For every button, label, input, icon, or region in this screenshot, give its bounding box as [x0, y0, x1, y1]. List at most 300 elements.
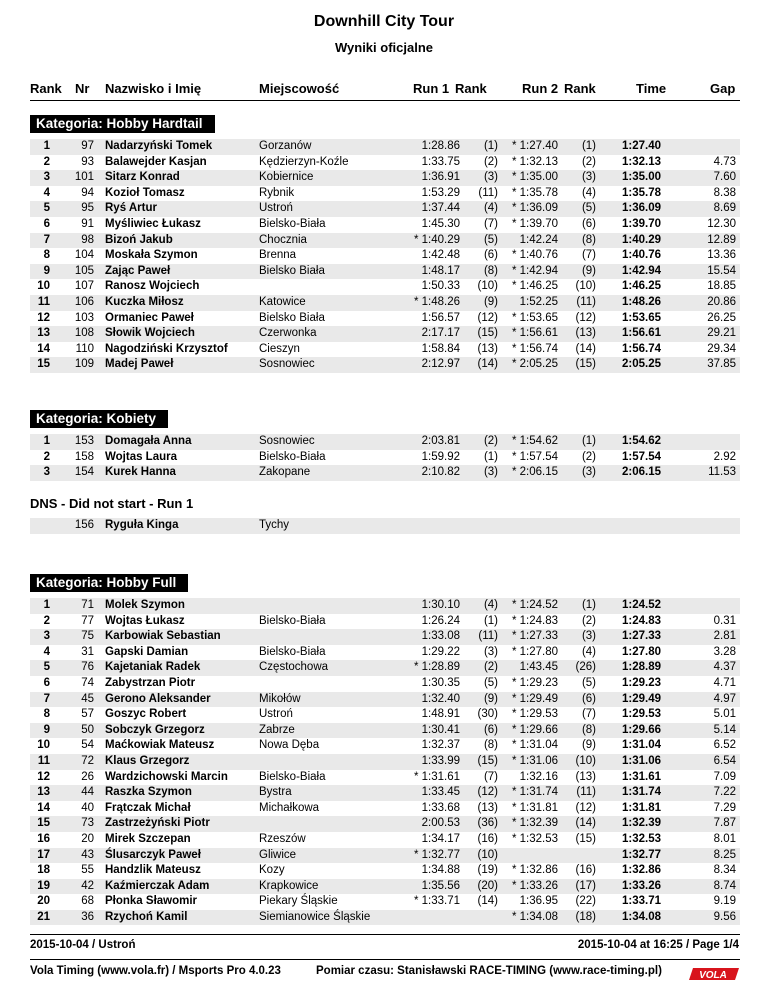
- cell-run2: * 1:29.23: [511, 676, 558, 689]
- cell-nr: 109: [74, 358, 94, 371]
- cell-run2: * 1:46.25: [511, 280, 558, 293]
- cell-rank1: (2): [483, 155, 498, 168]
- cell-city: Brenna: [259, 249, 297, 262]
- cell-run1: 1:42.48: [421, 249, 460, 262]
- cell-nr: 57: [81, 708, 94, 721]
- cell-city: Nowa Dęba: [259, 739, 320, 752]
- cell-run2: * 2:06.15: [511, 466, 558, 479]
- cell-run1: 2:00.53: [421, 817, 460, 830]
- cell-time: 1:40.76: [622, 249, 662, 262]
- cell-name: Gapski Damian: [105, 645, 189, 658]
- cell-rank: 6: [43, 676, 50, 689]
- cell-nr: 107: [74, 280, 94, 293]
- cell-time: 1:27.40: [622, 140, 662, 152]
- cell-nr: 26: [81, 770, 94, 783]
- cell-rank2: (17): [575, 879, 596, 892]
- cell-city: Bielsko-Biała: [259, 614, 326, 627]
- cell-city: Zabrze: [259, 723, 295, 736]
- cell-city: Rybnik: [259, 186, 295, 199]
- cell-run1: 1:48.91: [421, 708, 460, 721]
- cell-rank1: (3): [483, 466, 498, 479]
- results-table-dns: [30, 518, 740, 534]
- cell-time: 1:48.26: [622, 295, 662, 308]
- cell-name: Molek Szymon: [105, 599, 185, 611]
- cell-rank: 1: [43, 140, 50, 152]
- table-row: [30, 264, 740, 280]
- cell-rank1: (2): [483, 661, 498, 674]
- cell-run2: * 1:32.86: [511, 864, 558, 877]
- cell-nr: 50: [81, 723, 94, 736]
- cell-rank2: (11): [576, 786, 596, 799]
- cell-gap: 15.54: [707, 264, 736, 277]
- cell-rank2: (1): [581, 435, 596, 447]
- table-row: [30, 723, 740, 739]
- cell-rank2: (7): [581, 708, 596, 721]
- cell-rank1: (13): [477, 342, 498, 355]
- cell-nr: 40: [81, 801, 94, 814]
- cell-gap: 7.29: [713, 801, 736, 814]
- cell-gap: 29.34: [707, 342, 736, 355]
- cell-time: 1:56.61: [622, 327, 662, 340]
- cell-nr: 108: [74, 327, 94, 340]
- table-row: [30, 894, 740, 910]
- cell-rank2: (4): [581, 645, 596, 658]
- cell-nr: 72: [81, 754, 94, 767]
- cell-name: Kurek Hanna: [105, 466, 176, 479]
- cell-city: Chocznia: [259, 233, 307, 246]
- cell-rank1: (4): [483, 202, 498, 215]
- cell-nr: 104: [74, 249, 94, 262]
- col-header-gap: Gap: [710, 81, 736, 96]
- cell-run2: * 1:32.13: [511, 155, 558, 168]
- col-header-city: Miejscowość: [259, 81, 340, 96]
- cell-rank2: (8): [581, 233, 596, 246]
- col-header-rank2: Rank: [564, 81, 596, 96]
- cell-nr: 153: [74, 435, 94, 447]
- cell-time: 1:32.39: [622, 817, 662, 830]
- cell-rank: 14: [37, 342, 50, 355]
- category-hardtail-label: Kategoria: Hobby Hardtail: [30, 115, 215, 133]
- vola-logo-icon: [689, 967, 739, 983]
- cell-gap: 7.22: [713, 786, 736, 799]
- cell-city: Mikołów: [259, 692, 301, 705]
- footer-page-info: 2015-10-04 at 16:25 / Page 1/4: [577, 939, 739, 951]
- cell-time: 1:31.61: [622, 770, 662, 783]
- cell-gap: 4.71: [713, 676, 736, 689]
- cell-name: Wojtas Łukasz: [105, 614, 185, 627]
- col-header-rank1: Rank: [455, 81, 487, 96]
- cell-run2: * 1:31.04: [511, 739, 558, 752]
- cell-time: 1:24.83: [622, 614, 662, 627]
- cell-nr: 75: [81, 630, 94, 643]
- cell-city: Czerwonka: [259, 327, 317, 340]
- cell-rank1: (2): [483, 435, 498, 447]
- cell-nr: 106: [74, 295, 94, 308]
- cell-name: Zabystrzan Piotr: [105, 676, 196, 689]
- cell-run1: 2:17.17: [421, 327, 460, 340]
- cell-run1: 1:28.86: [421, 140, 460, 152]
- cell-rank2: (5): [581, 202, 596, 215]
- cell-run2: * 1:36.09: [511, 202, 558, 215]
- cell-run1: * 1:31.61: [413, 770, 460, 783]
- table-row: [30, 233, 740, 249]
- cell-rank1: (10): [477, 848, 498, 861]
- cell-run2: * 1:53.65: [511, 311, 558, 324]
- cell-rank: 12: [37, 311, 50, 324]
- cell-city: Częstochowa: [259, 661, 329, 674]
- table-row: [30, 217, 740, 233]
- cell-run2: * 1:24.83: [511, 614, 558, 627]
- table-row: [30, 676, 740, 692]
- cell-run2: * 1:56.74: [511, 342, 558, 355]
- cell-run1: 1:50.33: [421, 280, 460, 293]
- cell-name: Raszka Szymon: [105, 786, 192, 799]
- cell-run2: 1:36.95: [519, 895, 558, 908]
- cell-rank: 17: [37, 848, 50, 861]
- cell-run2: * 1:29.53: [511, 708, 558, 721]
- cell-run1: 1:33.99: [421, 754, 460, 767]
- cell-time: 1:53.65: [622, 311, 662, 324]
- cell-rank2: (2): [581, 155, 596, 168]
- cell-gap: 26.25: [707, 311, 736, 324]
- cell-rank: 5: [43, 661, 50, 674]
- cell-run1: 1:32.37: [421, 739, 460, 752]
- cell-rank2: (18): [575, 910, 596, 923]
- cell-time: 1:34.08: [622, 910, 662, 923]
- cell-rank1: (13): [477, 801, 498, 814]
- cell-rank: 12: [37, 770, 50, 783]
- cell-rank1: (15): [477, 327, 498, 340]
- cell-rank1: (10): [477, 280, 498, 293]
- cell-rank2: (7): [581, 249, 596, 262]
- cell-rank: 3: [43, 171, 50, 184]
- cell-rank2: (13): [575, 770, 596, 783]
- cell-rank: 9: [43, 264, 50, 277]
- cell-rank2: (4): [581, 186, 596, 199]
- table-row: [30, 201, 740, 217]
- cell-city: Sosnowiec: [259, 435, 315, 447]
- cell-rank1: (11): [478, 630, 498, 643]
- cell-rank2: (10): [575, 280, 596, 293]
- cell-rank1: (5): [483, 233, 498, 246]
- cell-rank: 13: [37, 786, 50, 799]
- cell-city: Kędzierzyn-Koźle: [259, 155, 349, 168]
- category-full-label: Kategoria: Hobby Full: [30, 574, 188, 592]
- cell-run1: 1:30.10: [421, 599, 460, 611]
- cell-rank: 10: [37, 739, 50, 752]
- cell-nr: 94: [81, 186, 94, 199]
- cell-rank2: (6): [581, 217, 596, 230]
- cell-run2: * 1:39.70: [511, 217, 558, 230]
- cell-time: 1:32.77: [622, 848, 662, 861]
- table-row: [30, 832, 740, 848]
- cell-run1: 1:34.88: [421, 864, 460, 877]
- cell-rank2: (9): [581, 264, 596, 277]
- cell-gap: 4.37: [713, 661, 736, 674]
- cell-city: Bielsko-Biała: [259, 450, 326, 463]
- table-row: [30, 692, 740, 708]
- cell-rank: 2: [43, 614, 50, 627]
- cell-time: 1:39.70: [622, 217, 662, 230]
- cell-name: Kajetaniak Radek: [105, 661, 201, 674]
- cell-nr: 73: [81, 817, 94, 830]
- cell-rank1: (14): [477, 895, 498, 908]
- cell-run1: 2:12.97: [421, 358, 460, 371]
- cell-gap: 4.97: [713, 692, 736, 705]
- table-row: [30, 910, 740, 926]
- cell-time: 1:27.33: [622, 630, 662, 643]
- cell-rank1: (7): [483, 217, 498, 230]
- cell-run2: * 1:34.08: [511, 910, 558, 923]
- cell-rank1: (36): [477, 817, 498, 830]
- cell-rank2: (3): [581, 466, 596, 479]
- cell-nr: 93: [81, 155, 94, 168]
- cell-rank: 3: [43, 630, 50, 643]
- table-row: [30, 450, 740, 466]
- cell-nr: 77: [81, 614, 94, 627]
- cell-name: Słowik Wojciech: [105, 327, 195, 340]
- cell-city: Krapkowice: [259, 879, 319, 892]
- cell-rank: 8: [43, 249, 50, 262]
- cell-rank1: (12): [477, 786, 498, 799]
- cell-rank: 21: [37, 910, 50, 923]
- cell-rank1: (1): [483, 450, 498, 463]
- cell-name: Frątczak Michał: [105, 801, 191, 814]
- cell-rank1: (14): [477, 358, 498, 371]
- cell-run1: 1:34.17: [421, 832, 460, 845]
- cell-run1: 1:53.29: [421, 186, 460, 199]
- cell-rank1: (19): [477, 864, 498, 877]
- cell-rank1: (15): [477, 754, 498, 767]
- cell-rank1: (9): [483, 692, 498, 705]
- cell-gap: 6.52: [713, 739, 736, 752]
- cell-rank2: (12): [575, 801, 596, 814]
- table-row: [30, 170, 740, 186]
- cell-run2: 1:52.25: [519, 295, 558, 308]
- table-row: [30, 645, 740, 661]
- cell-time: 1:33.71: [622, 895, 662, 908]
- cell-gap: 8.34: [713, 864, 736, 877]
- cell-rank: 18: [37, 864, 50, 877]
- cell-run1: 1:26.24: [421, 614, 460, 627]
- cell-rank: 15: [37, 817, 50, 830]
- cell-nr: 98: [81, 233, 94, 246]
- cell-rank1: (7): [483, 770, 498, 783]
- cell-time: 1:29.53: [622, 708, 662, 721]
- col-header-run1: Run 1: [413, 81, 450, 96]
- cell-rank: 4: [43, 186, 50, 199]
- cell-run2: * 1:35.78: [511, 186, 558, 199]
- cell-nr: 20: [81, 832, 94, 845]
- cell-rank: 3: [43, 466, 50, 479]
- cell-time: 1:31.06: [622, 754, 662, 767]
- cell-rank2: (1): [581, 140, 596, 152]
- cell-rank1: (6): [483, 249, 498, 262]
- cell-name: Zając Paweł: [105, 264, 171, 277]
- svg-text:VOLA: VOLA: [699, 970, 727, 981]
- cell-rank2: (14): [575, 817, 596, 830]
- cell-name: Klaus Grzegorz: [105, 754, 190, 767]
- cell-run2: * 1:31.81: [511, 801, 558, 814]
- footer-timing: Pomiar czasu: Stanisławski RACE-TIMING (www.race-timing.pl): [316, 965, 662, 977]
- cell-city: Katowice: [259, 295, 306, 308]
- cell-rank2: (6): [581, 692, 596, 705]
- cell-rank2: (26): [575, 661, 596, 674]
- cell-nr: 74: [81, 676, 94, 689]
- results-table-hardtail: [30, 139, 740, 373]
- cell-run2: * 1:29.49: [511, 692, 558, 705]
- table-row: [30, 434, 740, 450]
- cell-rank1: (6): [483, 723, 498, 736]
- table-row: [30, 863, 740, 879]
- cell-name: Ryś Artur: [105, 202, 157, 215]
- cell-gap: 8.38: [713, 186, 736, 199]
- cell-time: 1:32.13: [622, 155, 662, 168]
- cell-name: Balawejder Kasjan: [105, 155, 207, 168]
- cell-city: Siemianowice Śląskie: [259, 910, 371, 923]
- cell-rank2: (1): [581, 599, 596, 611]
- cell-rank2: (16): [575, 864, 596, 877]
- cell-gap: 6.54: [713, 754, 736, 767]
- cell-city: Ustroń: [259, 708, 293, 721]
- cell-rank2: (3): [581, 171, 596, 184]
- cell-gap: 37.85: [707, 358, 736, 371]
- cell-nr: 101: [74, 171, 94, 184]
- cell-gap: 2.92: [713, 450, 736, 463]
- cell-city: Sosnowiec: [259, 358, 315, 371]
- cell-rank1: (3): [483, 171, 498, 184]
- cell-rank: 7: [43, 233, 50, 246]
- cell-nr: 31: [81, 645, 94, 658]
- table-row: [30, 660, 740, 676]
- cell-city: Bielsko-Biała: [259, 645, 326, 658]
- cell-rank: 13: [37, 327, 50, 340]
- cell-rank1: (5): [483, 676, 498, 689]
- cell-gap: 8.74: [713, 879, 736, 892]
- table-row: [30, 614, 740, 630]
- cell-gap: 9.19: [713, 895, 736, 908]
- cell-name: Ranosz Wojciech: [105, 280, 200, 293]
- cell-run2: * 1:57.54: [511, 450, 558, 463]
- cell-rank: 5: [43, 202, 50, 215]
- table-row: [30, 518, 740, 534]
- cell-time: 2:06.15: [622, 466, 662, 479]
- cell-run2: 1:42.24: [519, 233, 558, 246]
- cell-name: Myśliwiec Łukasz: [105, 217, 201, 230]
- cell-rank1: (20): [477, 879, 498, 892]
- cell-time: 2:05.25: [622, 358, 662, 371]
- cell-nr: 154: [74, 466, 94, 479]
- cell-nr: 158: [74, 450, 94, 463]
- cell-rank: 11: [37, 295, 50, 308]
- cell-run1: 1:33.45: [421, 786, 460, 799]
- cell-rank2: (14): [575, 342, 596, 355]
- cell-rank1: (8): [483, 264, 498, 277]
- cell-time: 1:40.29: [622, 233, 662, 246]
- cell-run2: * 2:05.25: [511, 358, 558, 371]
- cell-city: Cieszyn: [259, 342, 300, 355]
- cell-run1: 1:35.56: [421, 879, 460, 892]
- table-row: [30, 279, 740, 295]
- cell-name: Domagała Anna: [105, 435, 192, 447]
- cell-nr: 91: [81, 217, 94, 230]
- table-row: [30, 311, 740, 327]
- cell-city: Rzeszów: [259, 832, 306, 845]
- cell-name: Nagodziński Krzysztof: [105, 342, 228, 355]
- table-row: [30, 186, 740, 202]
- cell-rank1: (30): [477, 708, 498, 721]
- table-row: [30, 707, 740, 723]
- cell-run1: * 1:33.71: [413, 895, 460, 908]
- cell-run2: * 1:42.94: [511, 264, 558, 277]
- cell-time: 1:54.62: [622, 435, 662, 447]
- col-header-nr: Nr: [75, 81, 90, 96]
- table-row: [30, 155, 740, 171]
- cell-nr: 43: [81, 848, 94, 861]
- cell-name: Handzlik Mateusz: [105, 864, 201, 877]
- cell-rank: 8: [43, 708, 50, 721]
- cell-name: Sobczyk Grzegorz: [105, 723, 205, 736]
- cell-gap: 18.85: [707, 280, 736, 293]
- cell-rank: 1: [43, 435, 50, 447]
- cell-name: Kozioł Tomasz: [105, 186, 185, 199]
- table-row: [30, 816, 740, 832]
- cell-gap: 7.87: [713, 817, 736, 830]
- cell-time: 1:31.81: [622, 801, 662, 814]
- cell-nr: 54: [81, 739, 94, 752]
- cell-city: Ustroń: [259, 202, 293, 215]
- table-row: [30, 629, 740, 645]
- cell-name: Bizoń Jakub: [105, 233, 173, 246]
- cell-rank: 16: [37, 832, 50, 845]
- cell-gap: 12.89: [707, 233, 736, 246]
- cell-time: 1:31.74: [622, 786, 662, 799]
- cell-rank1: (4): [483, 599, 498, 611]
- cell-nr: 110: [75, 342, 94, 355]
- cell-city: Kobiernice: [259, 171, 314, 184]
- cell-name: Ryguła Kinga: [105, 519, 179, 531]
- cell-time: 1:28.89: [622, 661, 662, 674]
- cell-run2: * 1:33.26: [511, 879, 558, 892]
- cell-run1: 1:33.08: [421, 630, 460, 643]
- cell-run1: 1:30.41: [421, 723, 460, 736]
- cell-rank2: (2): [581, 450, 596, 463]
- cell-run2: * 1:32.53: [511, 832, 558, 845]
- cell-run2: * 1:56.61: [511, 327, 558, 340]
- cell-gap: 3.28: [713, 645, 736, 658]
- cell-time: 1:29.23: [622, 676, 662, 689]
- cell-rank1: (11): [478, 186, 498, 199]
- cell-time: 1:57.54: [622, 450, 662, 463]
- cell-name: Kuczka Miłosz: [105, 295, 184, 308]
- cell-run2: * 1:35.00: [511, 171, 558, 184]
- table-row: [30, 754, 740, 770]
- cell-city: Bielsko Biała: [259, 264, 325, 277]
- table-row: [30, 248, 740, 264]
- cell-nr: 44: [81, 786, 94, 799]
- cell-run1: 1:59.92: [421, 450, 460, 463]
- cell-gap: 20.86: [707, 295, 736, 308]
- cell-rank2: (8): [581, 723, 596, 736]
- cell-name: Ormaniec Paweł: [105, 311, 194, 324]
- cell-rank: 7: [43, 692, 50, 705]
- cell-gap: 9.56: [713, 910, 736, 923]
- cell-run1: 1:33.68: [421, 801, 460, 814]
- cell-time: 1:27.80: [622, 645, 662, 658]
- cell-run1: 1:36.91: [421, 171, 460, 184]
- cell-rank2: (15): [575, 358, 596, 371]
- cell-name: Goszyc Robert: [105, 708, 187, 721]
